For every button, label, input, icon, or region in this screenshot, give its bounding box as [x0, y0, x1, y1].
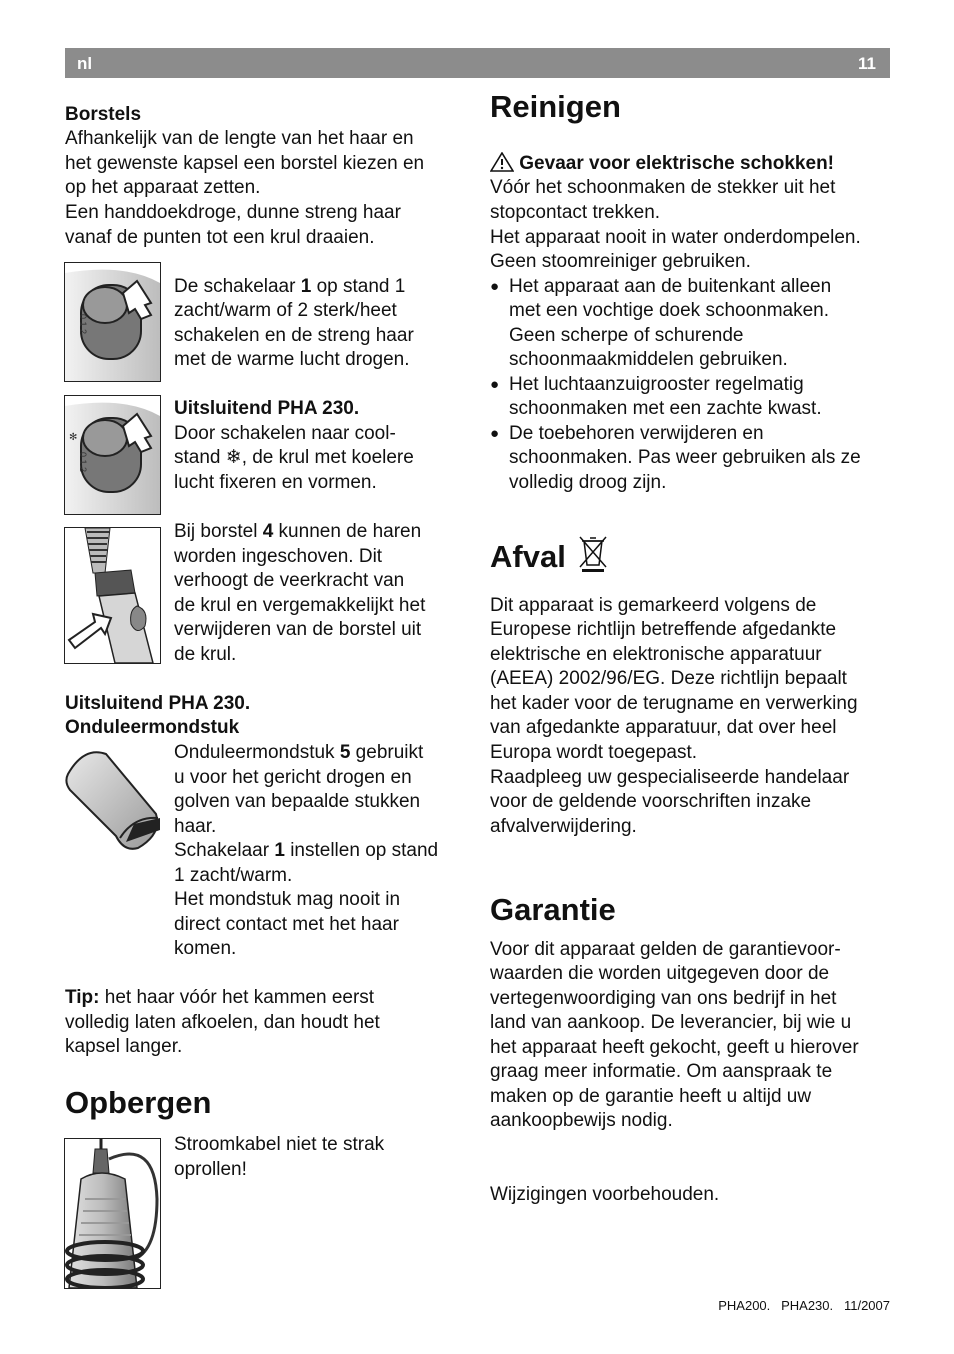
tip-label: Tip:: [65, 987, 100, 1008]
ondul-heading-2: Onduleermondstuk: [65, 717, 240, 738]
borstels-line: het gewenste kapsel een borstel kiezen en: [65, 153, 425, 174]
brush-illustration: [64, 527, 161, 664]
step2-line: lucht fixeren en vormen.: [174, 472, 377, 493]
cool-switch-illustration: [64, 395, 161, 515]
footer-model-date: PHA200. PHA230. 11/2007: [718, 1298, 890, 1313]
afval-line: voor de geldende voorschriften inzake: [490, 791, 812, 812]
afval-heading: Afval: [490, 535, 608, 575]
borstels-heading: Borstels: [65, 104, 142, 125]
ondul-heading-1: Uitsluitend PHA 230.: [65, 693, 251, 714]
page-header: [65, 48, 890, 78]
step3-line: de krul.: [174, 644, 237, 665]
afval-line: elektrische en elektronische apparatuur: [490, 644, 822, 665]
borstels-line: Afhankelijk van de lengte van het haar en: [65, 128, 414, 149]
ondul-line: direct contact met het haar: [174, 914, 399, 935]
garantie-line: vertegenwoordiging van ons bedrijf in het: [490, 988, 837, 1009]
reinigen-heading: Reinigen: [490, 89, 621, 124]
nozzle-illustration: [64, 744, 164, 852]
reinigen-line: stopcontact trekken.: [490, 202, 661, 223]
opbergen-heading: Opbergen: [65, 1085, 212, 1120]
reinigen-line: Geen stoomreiniger gebruiken.: [490, 251, 751, 272]
reinigen-line: Het apparaat nooit in water onderdompelen.: [490, 227, 861, 248]
step3-line: verhoogt de veerkracht van: [174, 570, 405, 591]
borstels-line: Een handdoekdroge, dunne streng haar: [65, 202, 401, 223]
step3-line: Bij borstel 4 kunnen de haren: [174, 521, 422, 542]
afval-line: Raadpleeg uw gespecialiseerde handelaar: [490, 767, 850, 788]
garantie-line: graag meer informatie. Om aanspraak te: [490, 1061, 833, 1082]
garantie-heading: Garantie: [490, 892, 616, 927]
afval-line: afvalverwijdering.: [490, 816, 637, 837]
step1-line: De schakelaar 1 op stand 1: [174, 276, 406, 297]
step1-line: zacht/warm of 2 sterk/heet: [174, 300, 397, 321]
crossed-bin-icon: [578, 535, 608, 573]
bullet-marker: ●: [490, 425, 500, 442]
svg-text:0 1 2: 0 1 2: [78, 314, 88, 335]
step1-line: met de warme lucht drogen.: [174, 349, 410, 370]
bullet-line: schoonmaakmiddelen gebruiken.: [509, 349, 788, 370]
warning-triangle-icon: [490, 152, 514, 172]
bullet-line: volledig droog zijn.: [509, 472, 667, 493]
afval-line: van afgedankte apparatuur, dat over heel: [490, 717, 837, 738]
step2-line: Door schakelen naar cool-: [174, 423, 396, 444]
switch-illustration: [64, 262, 161, 382]
garantie-line: land van aankoop. De leverancier, bij wie u: [490, 1012, 852, 1033]
step2-heading: Uitsluitend PHA 230.: [174, 398, 360, 419]
afval-line: Dit apparaat is gemarkeerd volgens de: [490, 595, 817, 616]
afval-line: (AEEA) 2002/96/EG. Deze richtlijn bepaalt: [490, 668, 847, 689]
tip-line: Tip: het haar vóór het kammen eerst: [65, 987, 375, 1008]
step3-line: verwijderen van de borstel uit: [174, 619, 422, 640]
bullet-marker: ●: [490, 278, 500, 295]
afval-line: het kader voor de terugname en verwerking: [490, 693, 858, 714]
ondul-line: u voor het gericht drogen en: [174, 767, 412, 788]
language-label: nl: [77, 54, 93, 73]
garantie-line: het apparaat heeft gekocht, geeft u hierover: [490, 1037, 859, 1058]
ondul-line: haar.: [174, 816, 217, 837]
tip-line: volledig laten afkoelen, dan houdt het: [65, 1012, 380, 1033]
ondul-line: Het mondstuk mag nooit in: [174, 889, 401, 910]
warning-line: Gevaar voor elektrische schokken!: [490, 152, 834, 177]
opbergen-line: oprollen!: [174, 1159, 247, 1180]
borstels-line: vanaf de punten tot een krul draaien.: [65, 227, 375, 248]
opbergen-line: Stroomkabel niet te strak: [174, 1134, 385, 1155]
ondul-line: komen.: [174, 938, 237, 959]
ondul-line: golven van bepaalde stukken: [174, 791, 421, 812]
ondul-line: 1 zacht/warm.: [174, 865, 293, 886]
garantie-line: waarden die worden uitgegeven door de: [490, 963, 830, 984]
svg-text:0 1 2: 0 1 2: [78, 452, 88, 473]
bullet-line: De toebehoren verwijderen en: [509, 423, 764, 444]
bullet-line: schoonmaken. Pas weer gebruiken als ze: [509, 447, 861, 468]
bullet-line: met een vochtige doek schoonmaken.: [509, 300, 830, 321]
step3-line: worden ingeschoven. Dit: [174, 546, 383, 567]
ondul-line: Schakelaar 1 instellen op stand: [174, 840, 439, 861]
step2-line: stand ❄, de krul met koelere: [174, 447, 414, 468]
borstels-line: op het apparaat zetten.: [65, 177, 261, 198]
afval-line: Europese richtlijn betreffende afgedankte: [490, 619, 837, 640]
bullet-line: Geen scherpe of schurende: [509, 325, 744, 346]
wijzigingen-note: Wijzigingen voorbehouden.: [490, 1184, 720, 1205]
reinigen-line: Vóór het schoonmaken de stekker uit het: [490, 177, 836, 198]
bullet-line: Het apparaat aan de buitenkant alleen: [509, 276, 832, 297]
garantie-line: aankoopbewijs nodig.: [490, 1110, 673, 1131]
tip-line: kapsel langer.: [65, 1036, 183, 1057]
bullet-line: Het luchtaanzuigrooster regelmatig: [509, 374, 804, 395]
ondul-line: Onduleermondstuk 5 gebruikt: [174, 742, 424, 763]
cord-storage-illustration: [64, 1138, 161, 1289]
step1-line: schakelen en de streng haar: [174, 325, 414, 346]
svg-text:✻: ✻: [69, 432, 78, 443]
step3-line: de krul en vergemakkelijkt het: [174, 595, 426, 616]
snowflake-icon: ❄: [225, 447, 242, 468]
page-number: 11: [858, 54, 876, 73]
garantie-line: maken op de garantie heeft u altijd uw: [490, 1086, 812, 1107]
afval-line: Europa wordt toegepast.: [490, 742, 698, 763]
bullet-line: schoonmaken met een zachte kwast.: [509, 398, 822, 419]
garantie-line: Voor dit apparaat gelden de garantievoor-: [490, 939, 841, 960]
bullet-marker: ●: [490, 376, 500, 393]
